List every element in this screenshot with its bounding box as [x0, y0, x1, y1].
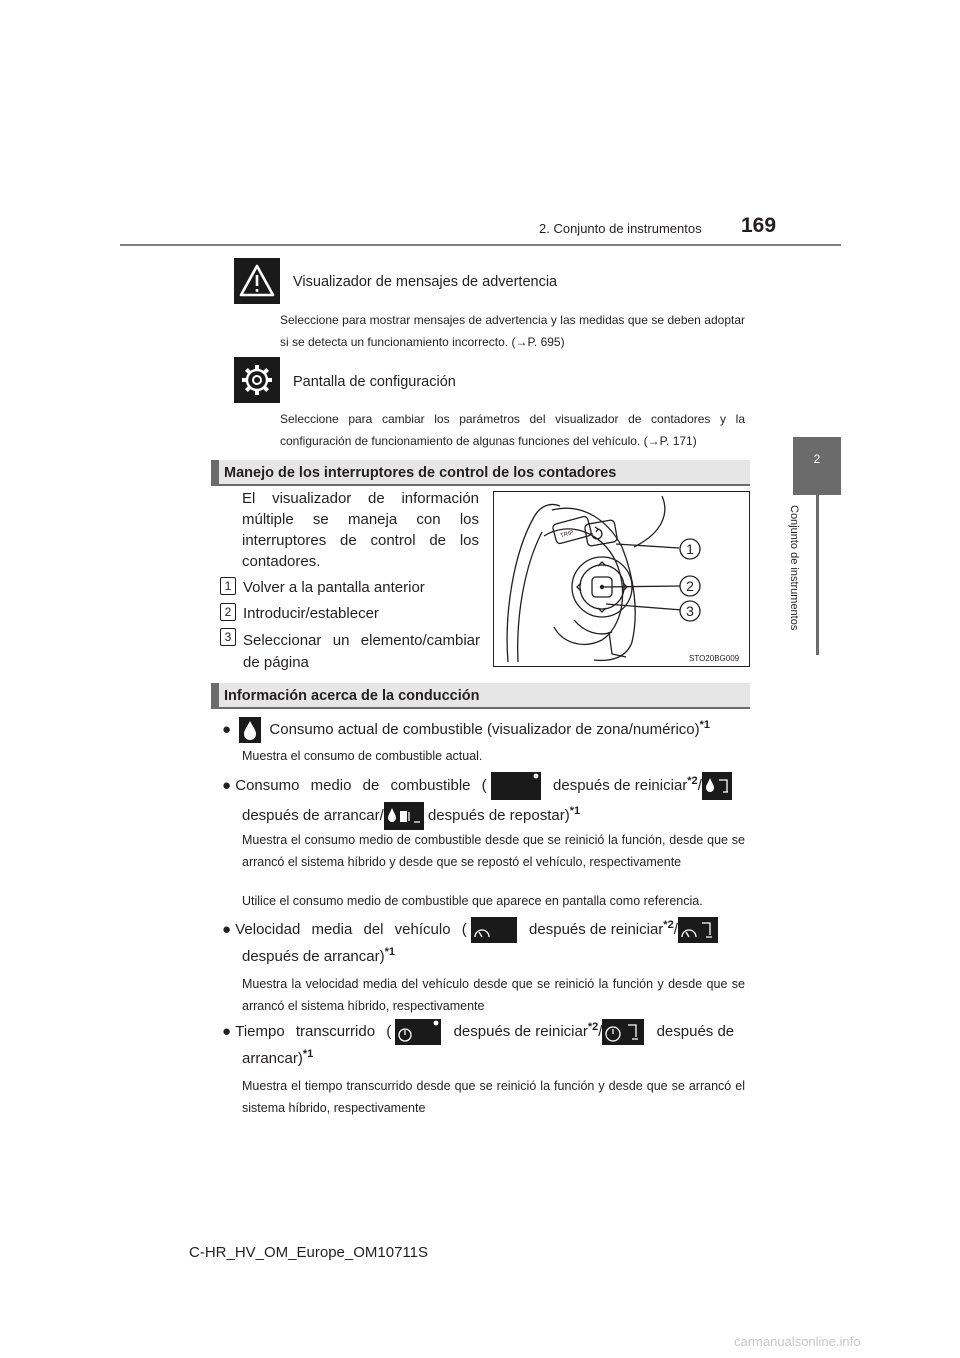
bullet-dot-icon: ● — [222, 920, 232, 938]
fuel-drop-icon — [239, 717, 261, 743]
bullet-text: Tiempo transcurrido ( — [235, 1022, 392, 1040]
chapter-title: Conjunto de instrumentos — [788, 505, 800, 631]
section-title: 2. Conjunto de instrumentos — [539, 221, 702, 236]
fuel-drop-reset-icon — [491, 772, 541, 800]
speedometer-start-icon — [678, 917, 718, 943]
bullet-text: después de arrancar) — [242, 948, 385, 965]
bullet-dot-icon: ● — [222, 720, 232, 738]
section-underline — [211, 707, 750, 709]
fuel-pump-icon — [384, 802, 424, 830]
callout-number: 1 — [686, 541, 694, 557]
chapter-tab — [793, 437, 841, 495]
warning-display-title: Visualizador de mensajes de advertencia — [293, 274, 558, 290]
bullet-dot-icon: ● — [222, 1022, 232, 1040]
bullet-elapsed-time: ● Tiempo transcurrido ( después de reiniciar$^{*2}$/ después de — [222, 1019, 734, 1045]
item-label: Introducir/establecer — [243, 605, 379, 622]
bullet-continued — [242, 802, 580, 830]
bullet-text: después de repostar) — [427, 806, 570, 824]
footnote-ref: *1 — [569, 804, 581, 817]
bullet-text: Consumo medio de combustible ( — [235, 776, 487, 794]
footnote-ref: *2 — [687, 774, 698, 787]
bullet-text: después de reiniciar — [553, 776, 688, 794]
speedometer-reset-icon — [471, 917, 517, 943]
stopwatch-reset-icon — [395, 1019, 441, 1045]
fuel-drop-start-icon — [702, 772, 732, 800]
bullet-note: Muestra la velocidad media del vehículo desde que se reinició la función y desde que se arrancó el sistema híbrido, respectivamente — [242, 977, 745, 1013]
page-number: 169 — [741, 214, 777, 237]
section-title-switches: Manejo de los interruptores de control de los contadores — [224, 465, 617, 481]
switches-intro: El visualizador de información múltiple se maneja con los interruptores de control de los contadores. — [242, 490, 479, 570]
bullet-note: Utilice el consumo medio de combustible que aparece en pantalla como referencia. — [242, 894, 703, 908]
item-label: Seleccionar un elemento/cambiar de página — [243, 632, 480, 671]
gear-icon — [234, 357, 280, 403]
watermark: carmanualsonline.info — [734, 1334, 861, 1349]
callout-number: 2 — [686, 578, 694, 594]
bullet-text: después de reiniciar — [453, 1022, 588, 1040]
bullet-text: después de reiniciar — [529, 920, 664, 938]
header-divider — [120, 244, 841, 246]
section-underline — [211, 484, 750, 486]
footnote-ref: *2 — [663, 918, 674, 931]
footnote-ref: *1 — [302, 1048, 314, 1060]
item-number: 2 — [220, 603, 236, 621]
callout-number: 3 — [686, 603, 694, 619]
bullet-note: Muestra el consumo medio de combustible desde que se reinició la función, desde que se arrancó el sistema híbrido y desde que se repostó el vehículo, respectivamente — [242, 833, 745, 869]
bullet-note: Muestra el consumo de combustible actual. — [242, 749, 483, 763]
bullet-text: Velocidad media del vehículo ( — [235, 920, 467, 938]
chapter-number: 2 — [813, 452, 821, 466]
bullet-average-speed: ● Velocidad media del vehículo ( después de reiniciar$^{*2}$/ — [222, 917, 718, 943]
bullet-text: después de — [656, 1022, 735, 1040]
warning-triangle-icon — [234, 258, 280, 304]
bullet-average-consumption: ● Consumo medio de combustible ( después de reiniciar$^{*2}$/ — [222, 772, 732, 800]
bullet-continued — [242, 946, 395, 965]
figure-code: STO20BG009 — [689, 654, 740, 663]
settings-screen-title: Pantalla de configuración — [293, 374, 456, 390]
bullet-text: Consumo actual de combustible (visualizador de zona/numérico) — [269, 720, 700, 738]
bullet-text: después de arrancar/ — [242, 806, 384, 824]
footnote-ref: *1 — [384, 946, 395, 958]
bullet-text: arrancar) — [242, 1050, 303, 1067]
bullet-continued — [242, 1048, 313, 1067]
item-number: 1 — [220, 577, 236, 595]
item-number: 3 — [220, 628, 236, 646]
steering-switch-figure — [493, 491, 750, 667]
chapter-tab-line — [816, 495, 819, 655]
warning-display-description: Seleccione para mostrar mensajes de advertencia y las medidas que se deben adoptar si se detecta un funcionamiento incorrecto. (→P. 695) — [280, 313, 745, 349]
document-code: C-HR_HV_OM_Europe_OM10711S — [189, 1244, 428, 1261]
bullet-current-consumption — [222, 717, 710, 743]
footnote-ref: *1 — [699, 718, 711, 731]
bullet-dot-icon: ● — [222, 776, 232, 794]
settings-screen-description: Seleccione para cambiar los parámetros del visualizador de contadores y la configuración de funcionamiento de algunas funciones del vehículo. (→P. 171) — [280, 412, 745, 448]
bullet-note: Muestra el tiempo transcurrido desde que se reinició la función y desde que se arrancó el sistema híbrido, respectivamente — [242, 1079, 745, 1115]
trip-button-label: TRIP — [559, 530, 575, 540]
footnote-ref: *2 — [587, 1020, 599, 1033]
item-label: Volver a la pantalla anterior — [243, 579, 425, 596]
section-title-driving: Información acerca de la conducción — [224, 688, 480, 704]
stopwatch-start-icon — [602, 1019, 644, 1045]
